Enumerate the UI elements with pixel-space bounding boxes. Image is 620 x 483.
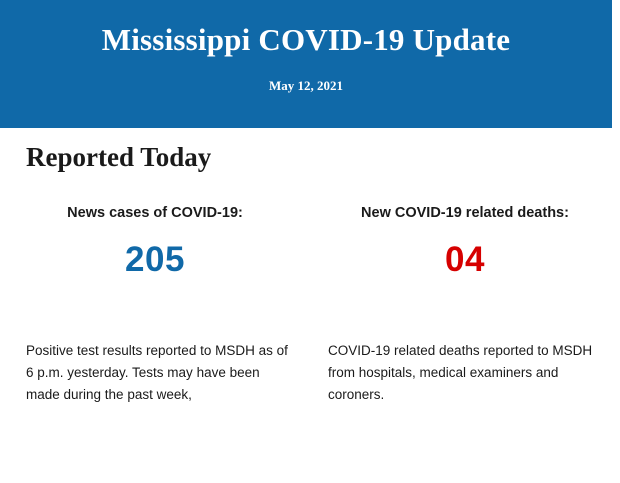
description-new-cases (0, 340, 310, 406)
description-new-cases-text: Positive test results reported to MSDH as of 6 p.m. yesterday. Tests may have been made during the past week, (26, 343, 288, 402)
stat-new-cases-label: News cases of COVID-19: (67, 205, 243, 221)
section-heading-reported-today: Reported Today (26, 142, 212, 172)
stat-new-cases (0, 205, 310, 278)
stat-new-deaths-value: 04 (445, 240, 485, 279)
stat-new-deaths (310, 205, 620, 278)
stats-row (0, 205, 620, 278)
description-new-deaths (310, 340, 620, 406)
header-banner (0, 0, 612, 128)
descriptions-row (0, 340, 620, 406)
stat-new-deaths-label: New COVID-19 related deaths: (361, 205, 569, 221)
stat-new-cases-value: 205 (125, 240, 185, 279)
page-title: Mississippi COVID-19 Update (101, 22, 511, 57)
report-date: May 12, 2021 (268, 78, 344, 93)
description-new-deaths-text: COVID-19 related deaths reported to MSDH from hospitals, medical examiners and coroners. (328, 343, 593, 402)
